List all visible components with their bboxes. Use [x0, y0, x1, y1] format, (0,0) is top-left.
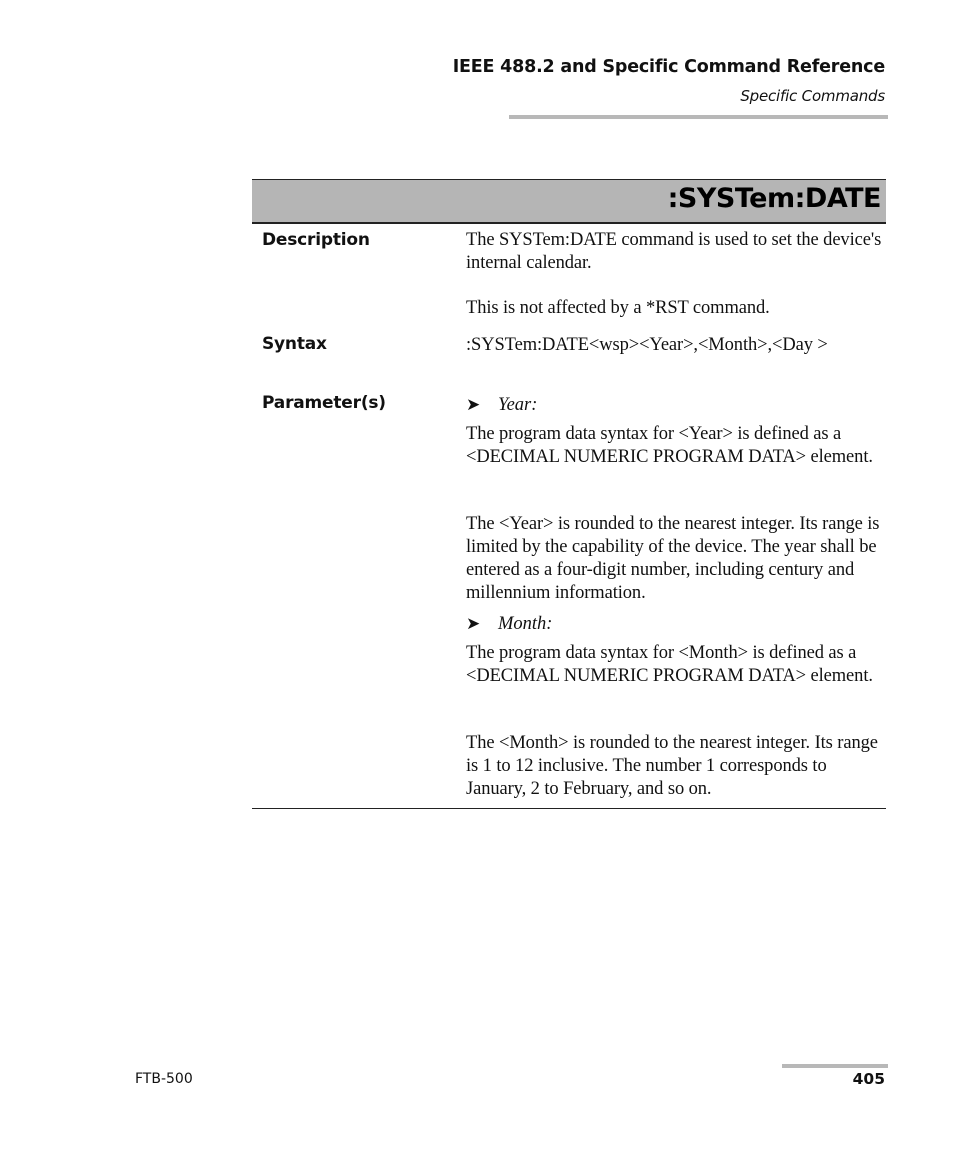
page-number: 405: [852, 1070, 885, 1088]
syntax-label: Syntax: [262, 334, 327, 354]
arrowhead-right-icon: ➤: [466, 395, 481, 414]
command-title: :SYSTem:DATE: [667, 183, 881, 214]
description-text-1: The SYSTem:DATE command is used to set the device's internal calendar.: [466, 230, 882, 273]
parameter-bullet-month: [466, 612, 552, 636]
parameter-bullet-year: [466, 393, 537, 417]
parameter-name: Year:: [498, 395, 538, 415]
description-text-2: This is not affected by a *RST command.: [466, 298, 770, 318]
year-text-2: The <Year> is rounded to the nearest integer. Its range is limited by the capability of the device. The year shall be entered as a four-digit number, including century and millennium information.: [466, 514, 880, 603]
footer-product: FTB-500: [135, 1071, 193, 1087]
year-text-1: The program data syntax for <Year> is defined as a <DECIMAL NUMERIC PROGRAM DATA> element.: [466, 424, 873, 467]
footer-rule: [782, 1064, 888, 1068]
command-title-bar: [252, 179, 886, 224]
table-end-rule: [252, 808, 886, 809]
running-header-title: IEEE 488.2 and Specific Command Reference: [452, 57, 885, 77]
parameters-label: Parameter(s): [262, 393, 386, 413]
description-label: Description: [262, 230, 370, 250]
month-text-1: The program data syntax for <Month> is defined as a <DECIMAL NUMERIC PROGRAM DATA> element.: [466, 643, 873, 686]
arrowhead-right-icon: ➤: [466, 614, 481, 633]
parameter-name: Month:: [498, 614, 553, 634]
syntax-value: :SYSTem:DATE<wsp><Year>,<Month>,<Day >: [466, 335, 828, 355]
month-text-2: The <Month> is rounded to the nearest integer. Its range is 1 to 12 inclusive. The number 1 corresponds to January, 2 to February, and so on.: [466, 733, 878, 799]
header-rule: [509, 115, 888, 119]
running-header-subtitle: Specific Commands: [740, 87, 885, 105]
